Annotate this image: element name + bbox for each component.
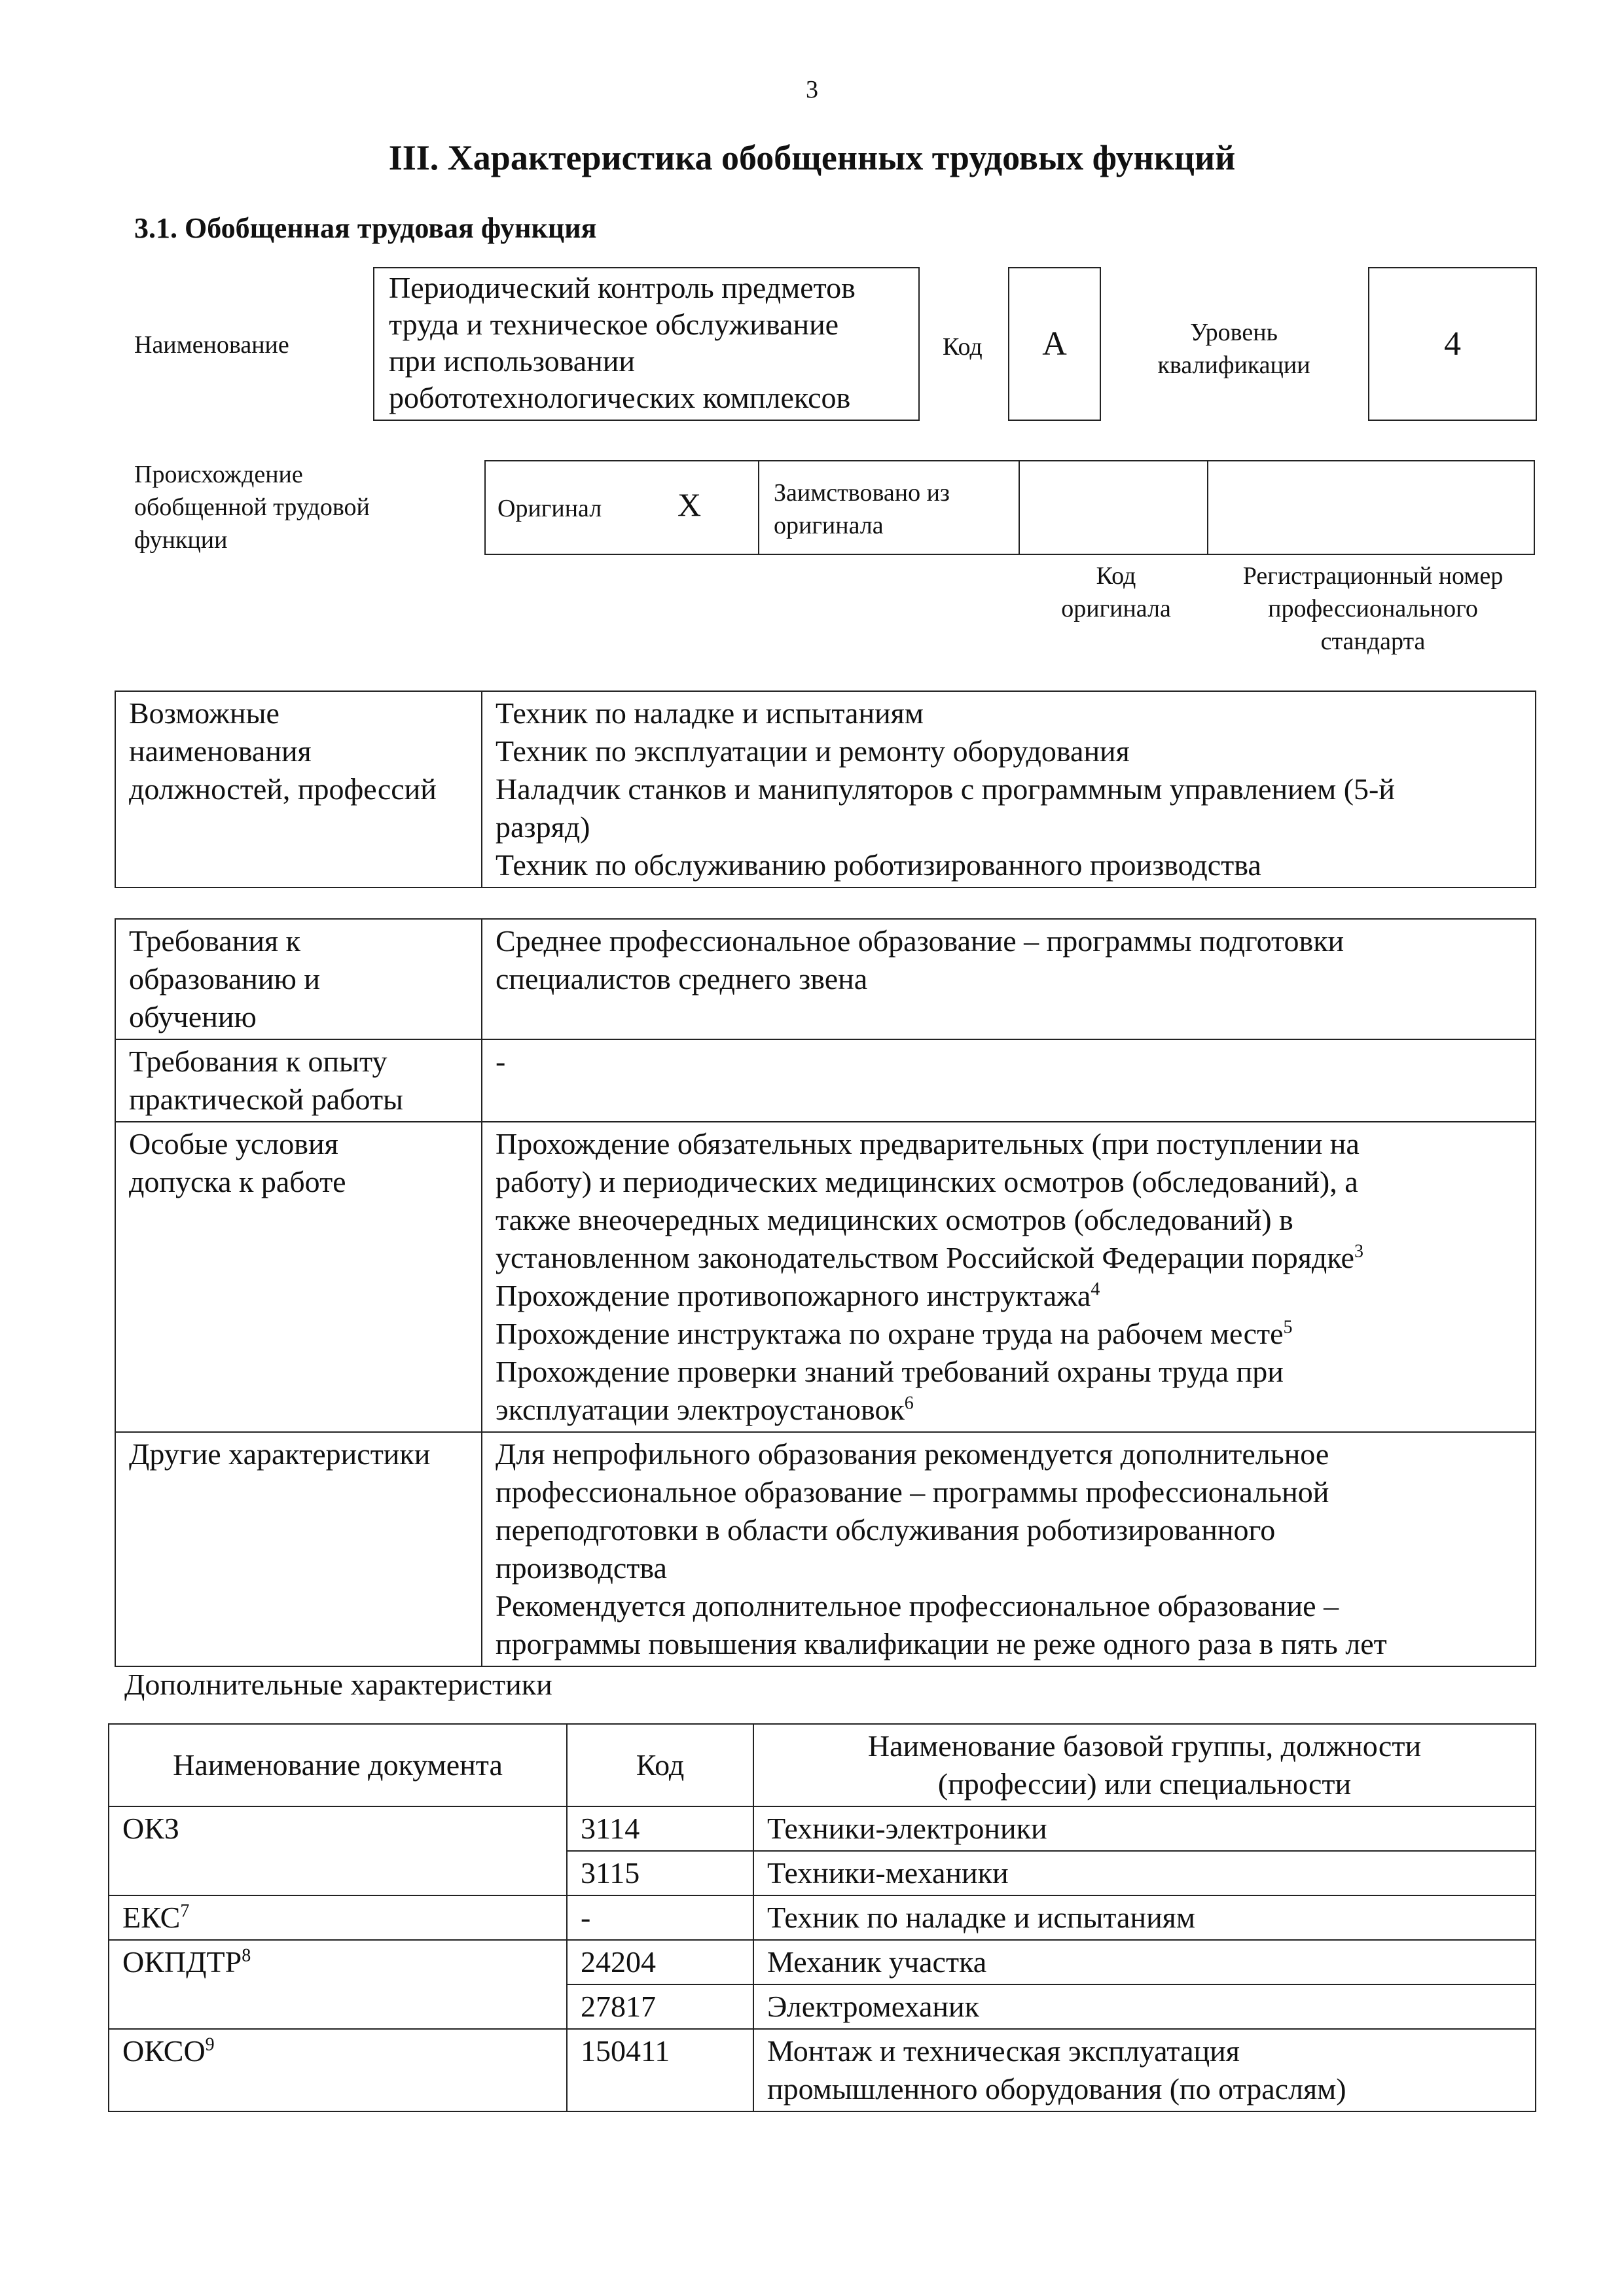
education-label-cell xyxy=(115,919,482,1039)
label-line: Особые условия xyxy=(129,1127,338,1160)
label-line: практической работы xyxy=(129,1083,403,1116)
function-name-box xyxy=(373,267,920,421)
code-cell: - xyxy=(567,1895,753,1940)
caption-line: стандарта xyxy=(1320,628,1426,655)
education-value-cell xyxy=(482,919,1536,1039)
name-line: Монтаж и техническая эксплуатация xyxy=(767,2034,1240,2068)
function-name-line: Периодический контроль предметов xyxy=(389,271,856,304)
requirements-table xyxy=(115,918,1536,1667)
caption-line: Код xyxy=(1096,562,1136,590)
positions-label-cell xyxy=(115,691,482,888)
doc-cell xyxy=(109,2029,567,2111)
level-label-line: квалификации xyxy=(1157,351,1310,379)
origin-label-line: Происхождение xyxy=(134,461,303,488)
footnote-ref: 8 xyxy=(242,1945,251,1966)
header-name xyxy=(753,1724,1536,1806)
doc-cell xyxy=(109,1851,567,1895)
original-mark: Х xyxy=(677,486,702,523)
experience-label-cell xyxy=(115,1039,482,1122)
other-line: Для непрофильного образования рекомендуется дополнительное xyxy=(496,1437,1329,1471)
condition-line xyxy=(496,1315,1522,1353)
level-value-box xyxy=(1368,267,1537,421)
value-line: Среднее профессиональное образование – программы подготовки xyxy=(496,924,1344,958)
code-label: Код xyxy=(943,333,983,361)
origin-label-line: обобщенной трудовой xyxy=(134,493,370,521)
other-value-cell xyxy=(482,1432,1536,1666)
origin-label-line: функции xyxy=(134,526,228,554)
code-cell: 24204 xyxy=(567,1940,753,1984)
footnote-ref: 7 xyxy=(180,1901,190,1922)
position-item: Наладчик станков и манипуляторов с программным управлением (5-й xyxy=(496,772,1395,806)
footnote-ref: 9 xyxy=(205,2034,215,2055)
code-cell: 3115 xyxy=(567,1851,753,1895)
label-line: Требования к опыту xyxy=(129,1045,388,1078)
footnote-ref: 5 xyxy=(1283,1317,1293,1338)
other-line: программы повышения квалификации не реже одного раза в пять лет xyxy=(496,1627,1387,1660)
footnote-ref: 3 xyxy=(1354,1241,1363,1262)
name-label: Наименование xyxy=(134,331,289,359)
value-line: специалистов среднего звена xyxy=(496,962,868,996)
name-cell: Электромеханик xyxy=(753,1984,1536,2029)
header-line: Наименование базовой группы, должности xyxy=(867,1729,1422,1763)
caption-line: Регистрационный номер xyxy=(1242,562,1504,590)
origin-label xyxy=(134,458,370,556)
experience-value-cell: - xyxy=(482,1039,1536,1122)
label-line: обучению xyxy=(129,1000,257,1033)
doc-cell xyxy=(109,1806,567,1851)
other-line: переподготовки в области обслуживания роботизированного xyxy=(496,1513,1276,1547)
condition-text: Прохождение инструктажа по охране труда на рабочем месте xyxy=(496,1317,1284,1350)
code-cell: 3114 xyxy=(567,1806,753,1851)
label-line: Требования к xyxy=(129,924,300,958)
name-cell: Механик участка xyxy=(753,1940,1536,1984)
doc-text: ОКПДТР xyxy=(122,1945,242,1979)
table-row xyxy=(109,1851,1536,1895)
function-name-line: труда и техническое обслуживание xyxy=(389,308,839,341)
table-row xyxy=(109,1984,1536,2029)
label-line: наименования xyxy=(129,734,312,768)
code-cell: 27817 xyxy=(567,1984,753,2029)
name-cell: Техники-механики xyxy=(753,1851,1536,1895)
position-item: разряд) xyxy=(496,810,590,844)
condition-line: работу) и периодических медицинских осмотров (обследований), а xyxy=(496,1165,1358,1198)
origin-code-cell xyxy=(1019,460,1208,555)
code-value-box xyxy=(1008,267,1101,421)
level-label xyxy=(1113,316,1355,382)
other-label-cell: Другие характеристики xyxy=(115,1432,482,1666)
section-title: III. Характеристика обобщенных трудовых функций xyxy=(388,138,1236,177)
reg-number-caption xyxy=(1211,560,1535,658)
borrowed-label-line: оригинала xyxy=(774,512,884,539)
borrowed-label xyxy=(774,476,950,542)
label-line: образованию и xyxy=(129,962,320,996)
condition-line: Прохождение обязательных предварительных (при поступлении на xyxy=(496,1127,1360,1160)
condition-text: установленном законодательством Российской Федерации порядке xyxy=(496,1241,1354,1274)
other-line: производства xyxy=(496,1551,667,1585)
table-row xyxy=(109,2029,1536,2111)
condition-line xyxy=(496,1391,1522,1429)
label-line: должностей, профессий xyxy=(129,772,437,806)
footnote-ref: 6 xyxy=(904,1393,914,1414)
condition-line: также внеочередных медицинских осмотров (обследований) в xyxy=(496,1203,1293,1236)
table-header-row xyxy=(109,1724,1536,1806)
position-item: Техник по обслуживанию роботизированного производства xyxy=(496,848,1261,882)
level-label-line: Уровень xyxy=(1190,319,1278,346)
other-line: профессиональное образование – программы профессиональной xyxy=(496,1475,1329,1509)
subsection-title: 3.1. Обобщенная трудовая функция xyxy=(134,212,597,244)
doc-text: ОКСО xyxy=(122,2034,206,2068)
level-value: 4 xyxy=(1444,325,1461,363)
table-row xyxy=(115,1122,1536,1432)
table-row xyxy=(115,1432,1536,1666)
page-number: 3 xyxy=(806,76,818,103)
header-code: Код xyxy=(567,1724,753,1806)
positions-table xyxy=(115,691,1536,888)
condition-line: Прохождение проверки знаний требований охраны труда при xyxy=(496,1355,1284,1388)
original-label: Оригинал xyxy=(497,495,602,522)
doc-cell xyxy=(109,1895,567,1940)
doc-text: ЕКС xyxy=(122,1901,181,1934)
code-value: А xyxy=(1042,325,1067,363)
label-line: Возможные xyxy=(129,696,280,730)
name-cell: Техники-электроники xyxy=(753,1806,1536,1851)
conditions-label-cell xyxy=(115,1122,482,1432)
footnote-ref: 4 xyxy=(1091,1279,1100,1300)
doc-cell xyxy=(109,1984,567,2029)
table-row xyxy=(115,691,1536,888)
table-row xyxy=(115,919,1536,1039)
function-name-line: при использовании xyxy=(389,344,635,378)
condition-text: Прохождение противопожарного инструктажа xyxy=(496,1279,1091,1312)
header-doc: Наименование документа xyxy=(109,1724,567,1806)
code-cell: 150411 xyxy=(567,2029,753,2111)
position-item: Техник по эксплуатации и ремонту оборудования xyxy=(496,734,1130,768)
label-line: допуска к работе xyxy=(129,1165,346,1198)
code-original-caption xyxy=(1021,560,1211,625)
caption-line: профессионального xyxy=(1268,595,1478,622)
additional-title: Дополнительные характеристики xyxy=(124,1668,552,1701)
doc-cell xyxy=(109,1940,567,1984)
doc-text: ОКЗ xyxy=(122,1812,179,1845)
borrowed-label-line: Заимствовано из xyxy=(774,479,950,507)
table-row xyxy=(109,1895,1536,1940)
conditions-value-cell xyxy=(482,1122,1536,1432)
condition-text: эксплуатации электроустановок xyxy=(496,1393,905,1426)
condition-line xyxy=(496,1277,1522,1315)
condition-line xyxy=(496,1239,1522,1277)
table-row xyxy=(115,1039,1536,1122)
name-cell: Техник по наладке и испытаниям xyxy=(753,1895,1536,1940)
table-row xyxy=(109,1940,1536,1984)
other-line: Рекомендуется дополнительное профессиональное образование – xyxy=(496,1589,1339,1623)
table-row xyxy=(109,1806,1536,1851)
additional-table xyxy=(108,1723,1536,2112)
positions-list-cell xyxy=(482,691,1536,888)
header-line: (профессии) или специальности xyxy=(937,1767,1352,1801)
name-line: промышленного оборудования (по отраслям) xyxy=(767,2072,1346,2106)
function-name-line: робототехнологических комплексов xyxy=(389,381,851,414)
name-cell xyxy=(753,2029,1536,2111)
caption-line: оригинала xyxy=(1061,595,1171,622)
position-item: Техник по наладке и испытаниям xyxy=(496,696,924,730)
